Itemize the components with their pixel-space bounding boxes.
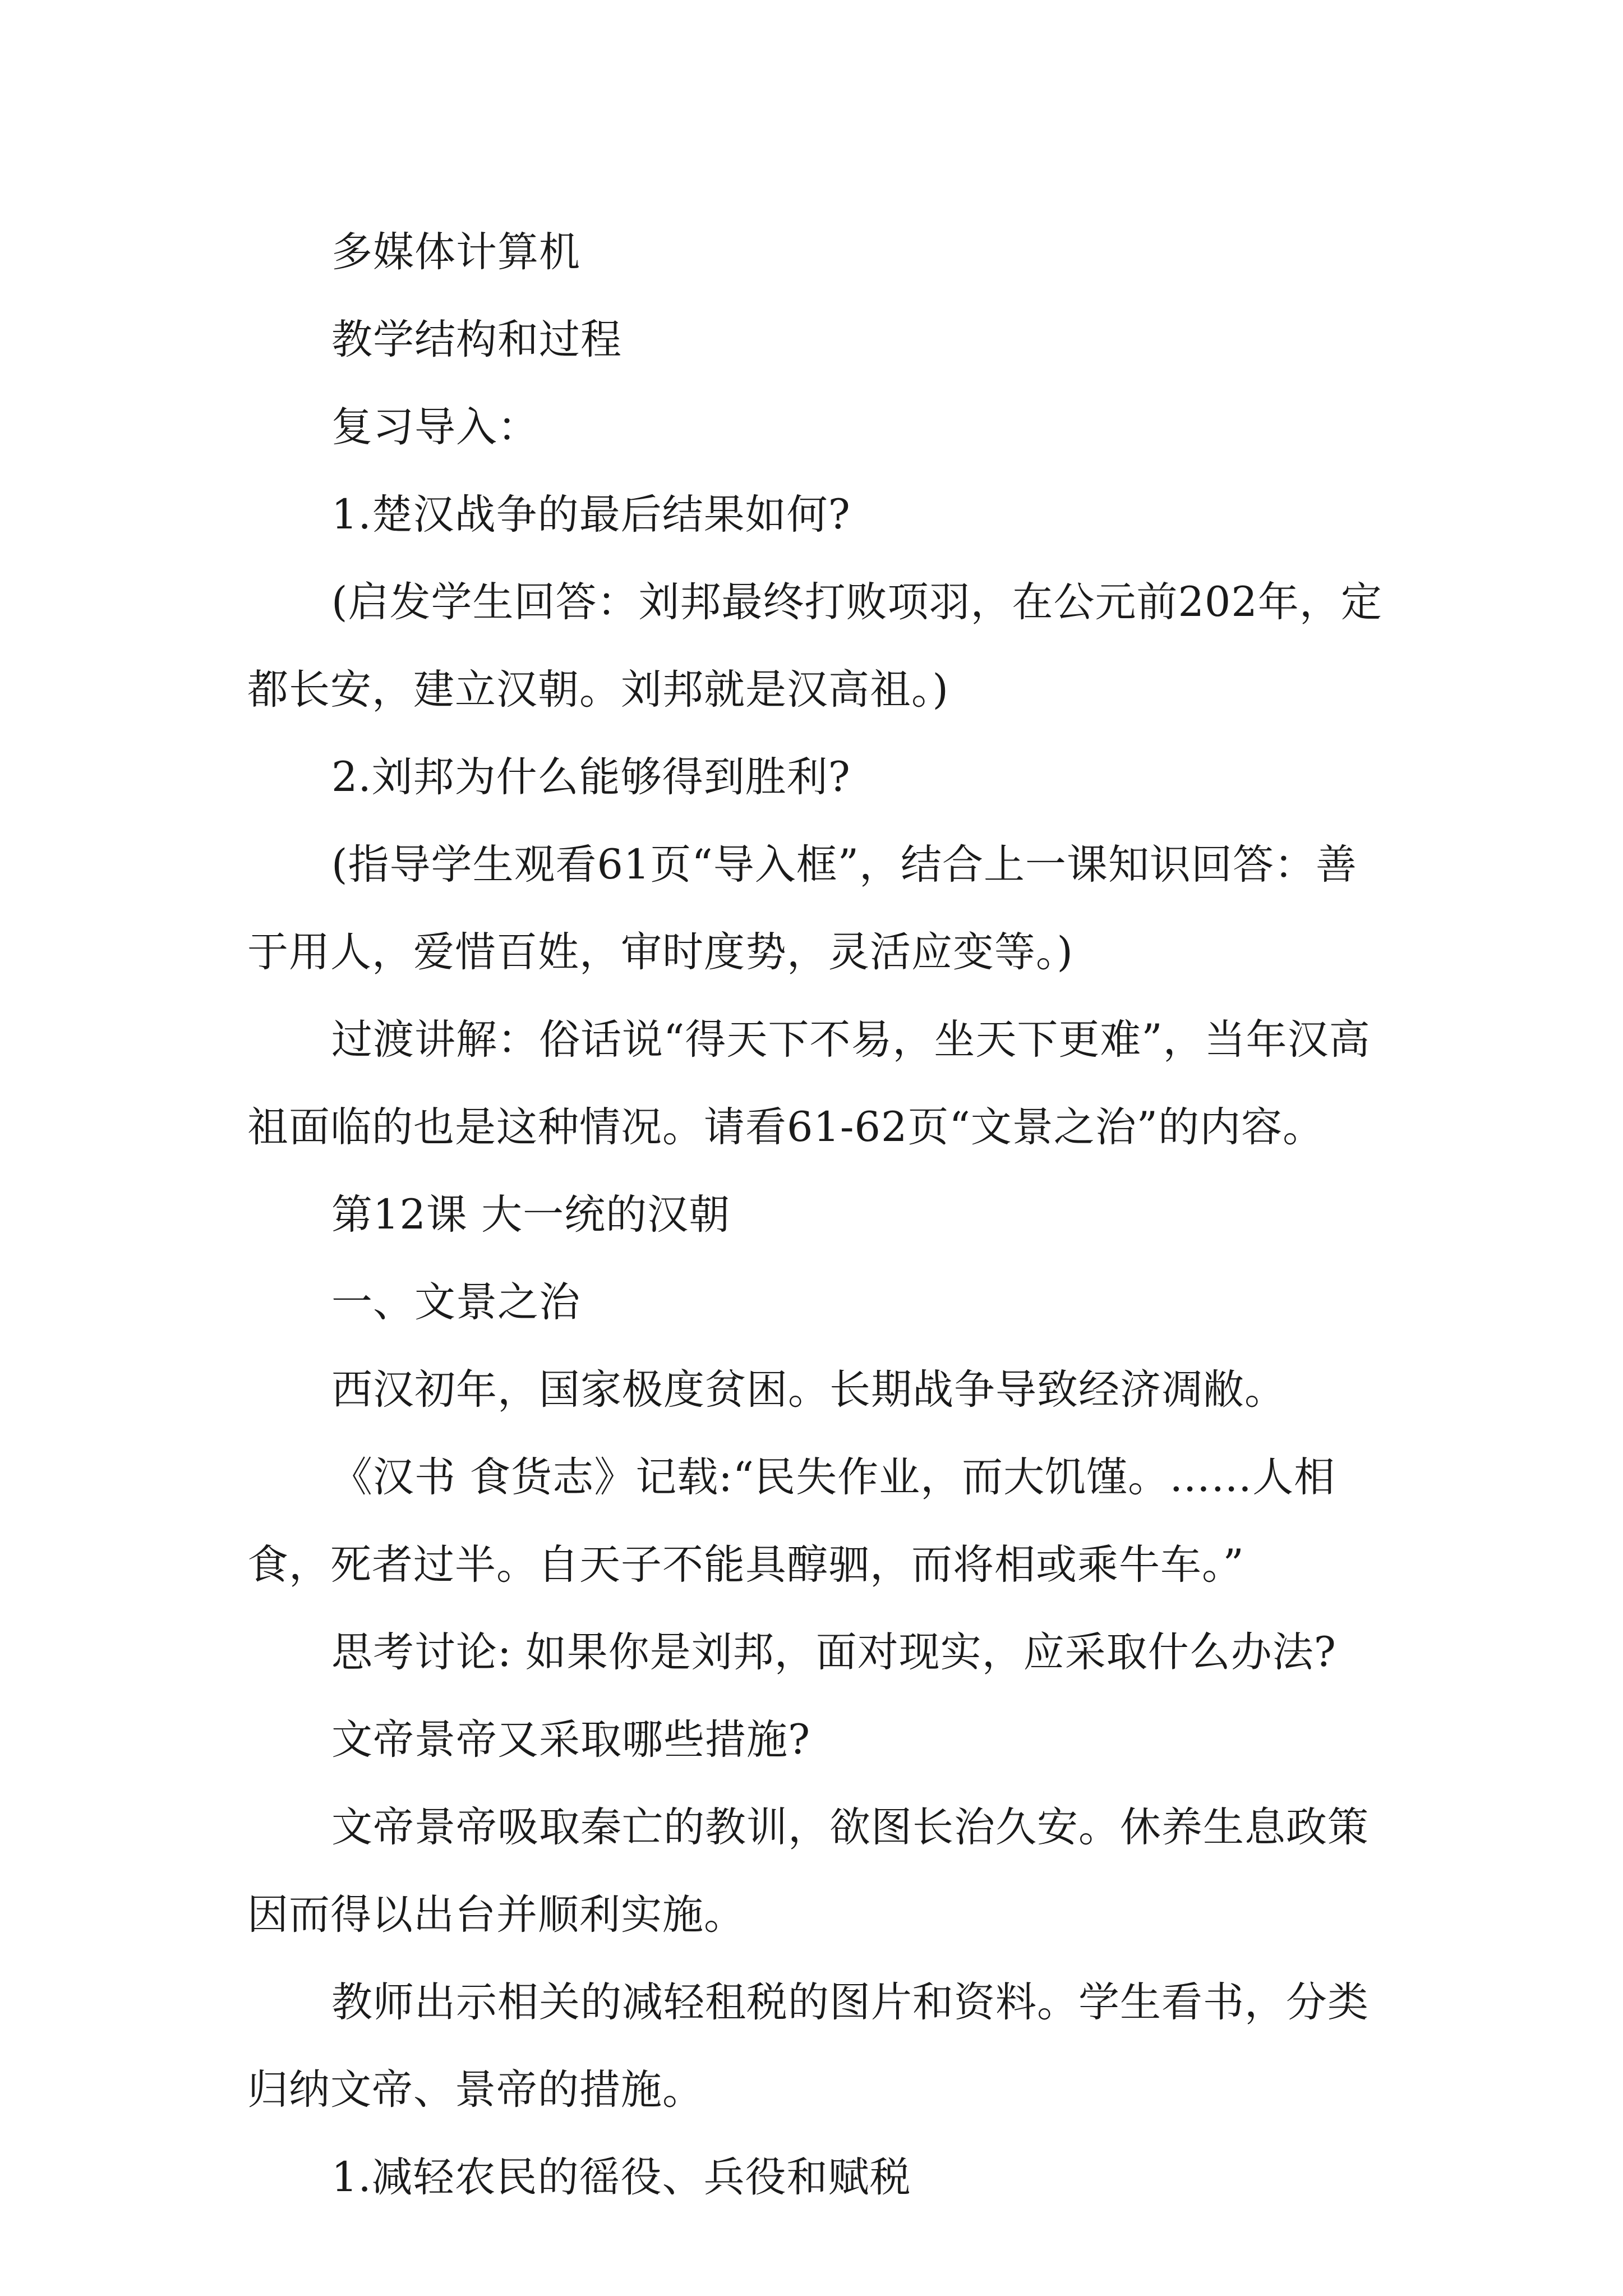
paragraph-measures-question: 文帝景帝又采取哪些措施? bbox=[331, 1716, 811, 1764]
paragraph-review-intro: 复习导入： bbox=[331, 403, 539, 451]
paragraph-answer-2: (指导学生观看61页“导入框”，结合上一课知识回答：善于用人，爱惜百姓，审时度势，灵活应变等。) bbox=[247, 841, 1358, 976]
paragraph-section-heading: 一、文景之治 bbox=[331, 1278, 580, 1326]
paragraph-measure-1: 1.减轻农民的徭役、兵役和赋税 bbox=[331, 2154, 911, 2201]
paragraph-transition: 过渡讲解：俗话说“得天下不易，坐天下更难”，当年汉高祖面临的也是这种情况。请看61-62页“文景之治”的内容。 bbox=[247, 1016, 1371, 1151]
paragraph-discussion: 思考讨论: 如果你是刘邦，面对现实，应采取什么办法? bbox=[331, 1628, 1336, 1676]
paragraph-hanshu-quote: 《汉书 食货志》记载:“民失作业，而大饥馑。……人相食，死者过半。自天子不能具醇驷，而将相或乘牛车。” bbox=[247, 1453, 1336, 1589]
paragraph-early-han: 西汉初年，国家极度贫困。长期战争导致经济凋敝。 bbox=[331, 1366, 1286, 1414]
paragraph-question-1: 1.楚汉战争的最后结果如何? bbox=[331, 491, 851, 539]
paragraph-measures-explanation: 文帝景帝吸取秦亡的教训，欲图长治久安。休养生息政策因而得以出台并顺利实施。 bbox=[247, 1803, 1369, 1939]
paragraph-multimedia: 多媒体计算机 bbox=[331, 228, 580, 276]
paragraph-teaching-structure: 教学结构和过程 bbox=[331, 316, 622, 364]
paragraph-answer-1: (启发学生回答：刘邦最终打败项羽，在公元前202年，定都长安，建立汉朝。刘邦就是汉高祖。) bbox=[247, 578, 1382, 714]
paragraph-lesson-title: 第12课 大一统的汉朝 bbox=[331, 1191, 731, 1239]
document-body bbox=[247, 209, 1383, 2221]
paragraph-teacher-materials: 教师出示相关的减轻租税的图片和资料。学生看书，分类归纳文帝、景帝的措施。 bbox=[247, 1978, 1369, 2114]
paragraph-question-2: 2.刘邦为什么能够得到胜利? bbox=[331, 753, 851, 801]
